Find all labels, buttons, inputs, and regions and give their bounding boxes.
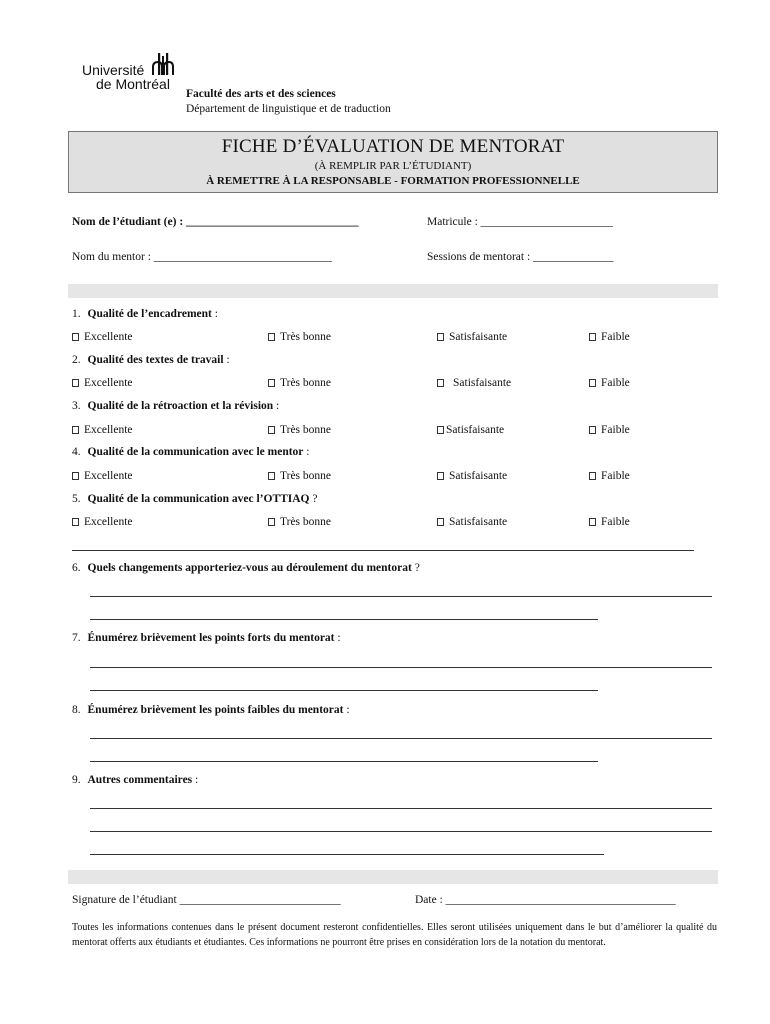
option-label: Excellente — [84, 377, 133, 389]
q1-option-satisfactory[interactable] — [437, 331, 507, 343]
answer-line[interactable] — [90, 808, 712, 809]
date-field[interactable]: Date : ________________________________________ — [415, 894, 676, 906]
question-1-label: Qualité de l’encadrement — [87, 308, 212, 320]
confidentiality-note: Toutes les informations contenues dans le présent document resteront confidentielles. Elles seront utilisées uniquement dans le but d’améliorer la qualité du mentorat offerts aux étudiants et étudiantes. Ces informations ne pourront être prises en considération lors de la notation du mentorat. — [72, 922, 717, 948]
checkbox-icon[interactable] — [437, 518, 444, 526]
matricule-field[interactable]: Matricule : _______________________ — [427, 216, 613, 228]
question-1 — [72, 308, 218, 320]
checkbox-icon[interactable] — [589, 472, 596, 480]
question-9-number: 9. — [72, 774, 81, 786]
title-box — [68, 131, 718, 193]
option-label: Excellente — [84, 424, 133, 436]
question-3-label: Qualité de la rétroaction et la révision — [87, 400, 274, 412]
option-label: Très bonne — [280, 377, 332, 389]
question-8 — [72, 704, 350, 716]
question-3-suffix: : — [273, 400, 280, 412]
question-5 — [72, 493, 318, 505]
option-label: Satisfaisante — [446, 424, 505, 436]
answer-line[interactable] — [90, 854, 604, 855]
question-6 — [72, 562, 420, 574]
answer-line[interactable] — [90, 738, 712, 739]
student-name-field[interactable]: Nom de l’étudiant (e) : ______________________________ — [72, 216, 359, 228]
option-label: Satisfaisante — [449, 516, 508, 528]
answer-line[interactable] — [90, 619, 598, 620]
form-subtitle: (À REMPLIR PAR L’ÉTUDIANT) — [314, 160, 472, 172]
q5-option-weak[interactable] — [589, 516, 630, 528]
question-1-number: 1. — [72, 308, 81, 320]
question-5-suffix: ? — [309, 493, 318, 505]
checkbox-icon[interactable] — [72, 518, 79, 526]
checkbox-icon[interactable] — [72, 333, 79, 341]
answer-line[interactable] — [90, 761, 598, 762]
question-6-suffix: ? — [411, 562, 420, 574]
q4-option-very-good[interactable] — [268, 470, 331, 482]
faculty-name: Faculté des arts et des sciences — [186, 88, 336, 100]
question-7-label: Énumérez brièvement les points forts du mentorat — [87, 632, 335, 644]
question-9-suffix: : — [192, 774, 199, 786]
question-5-number: 5. — [72, 493, 81, 505]
checkbox-icon[interactable] — [589, 333, 596, 341]
option-label: Très bonne — [280, 331, 332, 343]
checkbox-icon[interactable] — [437, 333, 444, 341]
checkbox-icon[interactable] — [437, 426, 444, 434]
question-9-label: Autres commentaires — [87, 774, 193, 786]
university-logo-icon — [152, 52, 178, 78]
answer-line[interactable] — [90, 667, 712, 668]
option-label: Satisfaisante — [453, 377, 512, 389]
q1-option-very-good[interactable] — [268, 331, 331, 343]
checkbox-icon[interactable] — [437, 379, 444, 387]
question-6-label: Quels changements apporteriez-vous au déroulement du mentorat — [87, 562, 412, 574]
checkbox-icon[interactable] — [268, 472, 275, 480]
checkbox-icon[interactable] — [72, 426, 79, 434]
question-2 — [72, 354, 230, 366]
form-title: FICHE D’ÉVALUATION DE MENTORAT — [221, 136, 565, 157]
question-4 — [72, 446, 309, 458]
question-6-number: 6. — [72, 562, 81, 574]
q3-option-very-good[interactable] — [268, 424, 331, 436]
checkbox-icon[interactable] — [72, 472, 79, 480]
option-label: Faible — [601, 377, 630, 389]
checkbox-icon[interactable] — [268, 518, 275, 526]
option-label: Très bonne — [280, 516, 332, 528]
question-8-label: Énumérez brièvement les points faibles du mentorat — [87, 704, 344, 716]
signature-field[interactable]: Signature de l’étudiant ____________________________ — [72, 894, 341, 906]
q3-option-weak[interactable] — [589, 424, 630, 436]
option-label: Satisfaisante — [449, 470, 508, 482]
q4-option-satisfactory[interactable] — [437, 470, 507, 482]
question-8-suffix: : — [343, 704, 350, 716]
sessions-field[interactable]: Sessions de mentorat : ______________ — [427, 251, 614, 263]
q3-option-excellent[interactable] — [72, 424, 133, 436]
checkbox-icon[interactable] — [589, 379, 596, 387]
q3-option-satisfactory[interactable] — [437, 424, 504, 436]
checkbox-icon[interactable] — [268, 333, 275, 341]
checkbox-icon[interactable] — [268, 426, 275, 434]
q2-option-excellent[interactable] — [72, 377, 133, 389]
question-9 — [72, 774, 198, 786]
mentor-name-field[interactable]: Nom du mentor : _______________________________ — [72, 251, 333, 263]
option-label: Faible — [601, 424, 630, 436]
q2-option-very-good[interactable] — [268, 377, 331, 389]
question-5-label: Qualité de la communication avec l’OTTIAQ — [87, 493, 310, 505]
section-divider-band — [68, 284, 718, 298]
q5-option-very-good[interactable] — [268, 516, 331, 528]
question-7-suffix: : — [334, 632, 341, 644]
q5-option-satisfactory[interactable] — [437, 516, 507, 528]
university-name-line1: Université — [82, 62, 145, 78]
option-label: Excellente — [84, 331, 133, 343]
question-3 — [72, 400, 279, 412]
q2-option-satisfactory[interactable] — [437, 377, 511, 389]
question-4-label: Qualité de la communication avec le mentor — [87, 446, 304, 458]
option-label: Faible — [601, 516, 630, 528]
q4-option-weak[interactable] — [589, 470, 630, 482]
q5-option-excellent[interactable] — [72, 516, 133, 528]
option-label: Satisfaisante — [449, 331, 508, 343]
q2-option-weak[interactable] — [589, 377, 630, 389]
question-2-number: 2. — [72, 354, 81, 366]
option-label: Très bonne — [280, 424, 332, 436]
question-3-number: 3. — [72, 400, 81, 412]
question-1-suffix: : — [211, 308, 218, 320]
question-8-number: 8. — [72, 704, 81, 716]
question-2-label: Qualité des textes de travail — [87, 354, 224, 366]
option-label: Très bonne — [280, 470, 332, 482]
answer-line[interactable] — [90, 690, 598, 691]
option-label: Faible — [601, 331, 630, 343]
q1-option-excellent[interactable] — [72, 331, 133, 343]
answer-line[interactable] — [90, 596, 712, 597]
form-instruction: À REMETTRE À LA RESPONSABLE - FORMATION PROFESSIONNELLE — [206, 175, 580, 187]
option-label: Faible — [601, 470, 630, 482]
section-divider-band — [68, 870, 718, 884]
checkbox-icon[interactable] — [589, 426, 596, 434]
answer-line[interactable] — [90, 831, 712, 832]
question-7-number: 7. — [72, 632, 81, 644]
option-label: Excellente — [84, 516, 133, 528]
question-2-suffix: : — [223, 354, 230, 366]
q4-option-excellent[interactable] — [72, 470, 133, 482]
option-label: Excellente — [84, 470, 133, 482]
checkbox-icon[interactable] — [589, 518, 596, 526]
q1-option-weak[interactable] — [589, 331, 630, 343]
checkbox-icon[interactable] — [437, 472, 444, 480]
question-4-number: 4. — [72, 446, 81, 458]
university-name-line2: de Montréal — [96, 76, 170, 92]
question-4-suffix: : — [303, 446, 310, 458]
department-name: Département de linguistique et de traduction — [186, 103, 391, 115]
checkbox-icon[interactable] — [268, 379, 275, 387]
separator-line — [72, 550, 694, 551]
checkbox-icon[interactable] — [72, 379, 79, 387]
question-7 — [72, 632, 341, 644]
